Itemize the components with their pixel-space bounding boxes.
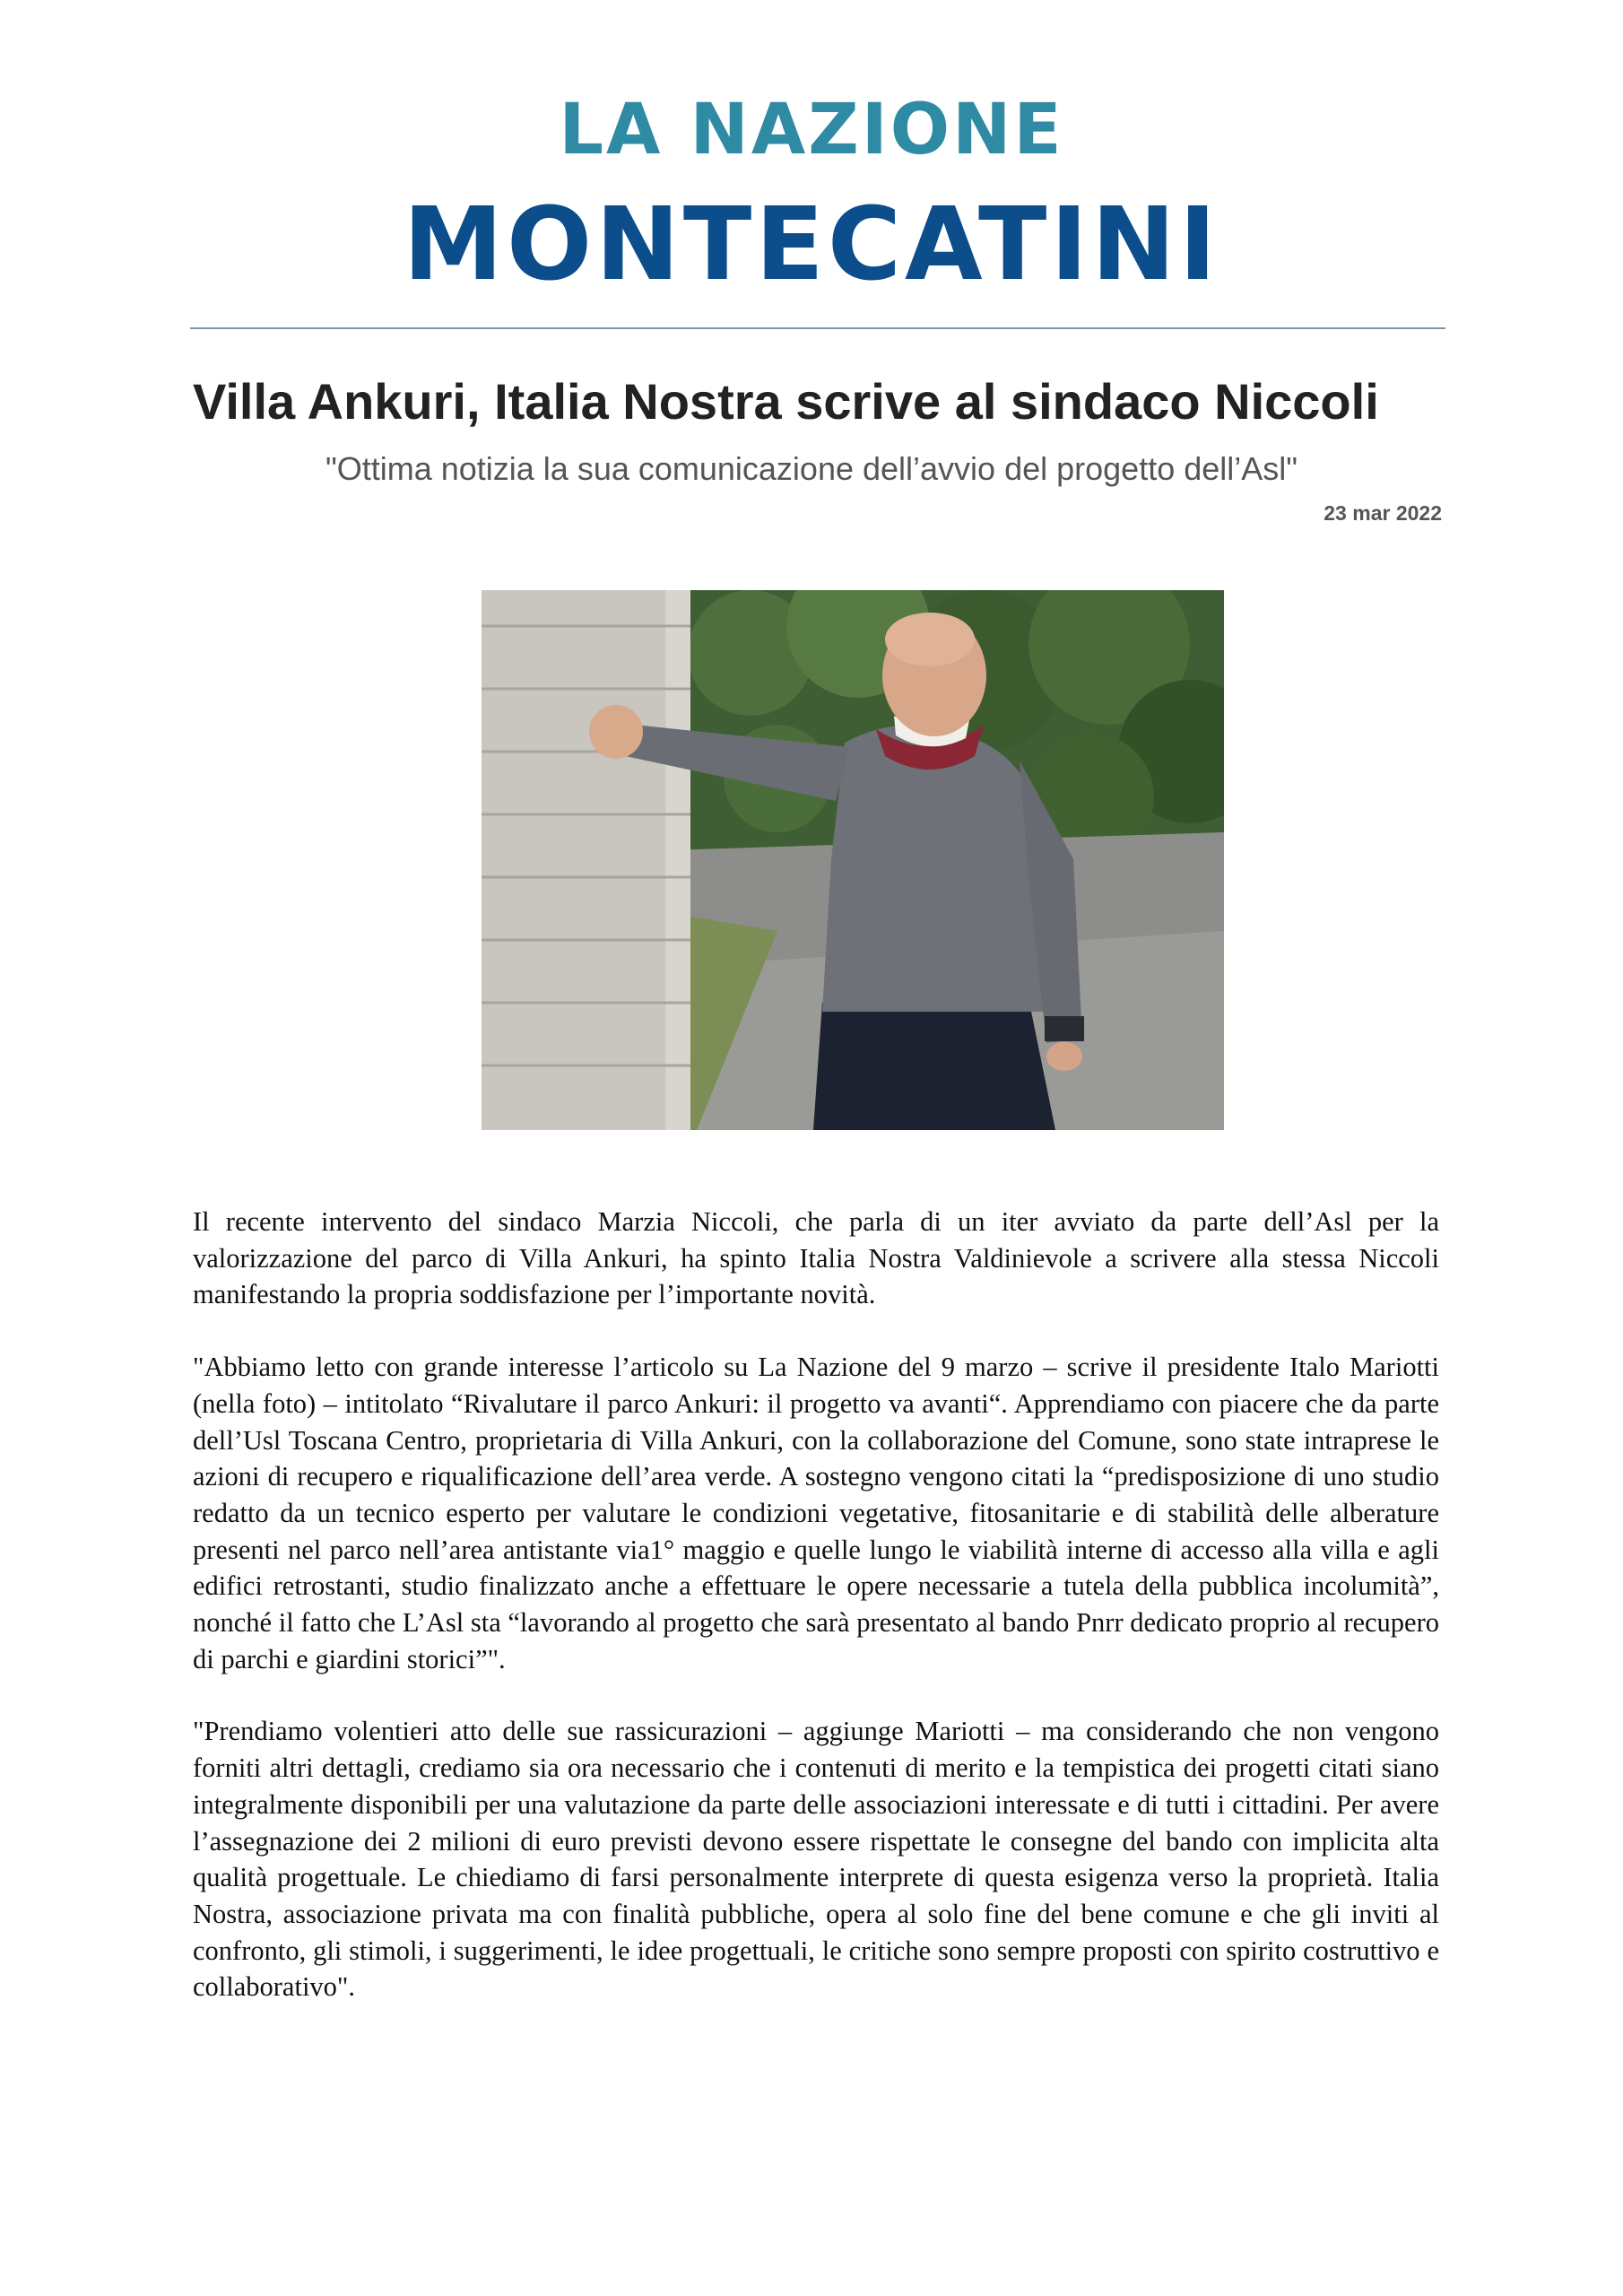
article-photo [482, 590, 1224, 1130]
article-body [193, 1204, 1439, 2041]
article-subtitle: "Ottima notizia la sua comunicazione dell’avvio del progetto dell’Asl" [325, 450, 1298, 487]
article-title: Villa Ankuri, Italia Nostra scrive al sindaco Niccoli [193, 373, 1379, 430]
masthead-divider [190, 327, 1445, 329]
newspaper-name: LA NAZIONE [559, 90, 1064, 170]
edition-city: MONTECATINI [403, 187, 1220, 303]
masthead [0, 85, 1623, 308]
article-paragraph: Il recente intervento del sindaco Marzia Niccoli, che parla di un iter avviato da parte dell’Asl per la valorizzazione del parco di Villa Ankuri, ha spinto Italia Nostra Valdinievole a scrivere alla stessa Niccoli manifestando la propria soddisfazione per l’importante novità. [193, 1206, 1439, 1310]
article-paragraph: "Abbiamo letto con grande interesse l’articolo su La Nazione del 9 marzo – scrive il presidente Italo Mariotti (nella foto) – intitolato “Rivalutare il parco Ankuri: il progetto va avanti“. Apprendiamo con piacere che da parte dell’Usl Toscana Centro, proprietaria di Villa Ankuri, con la collaborazione del Comune, sono state intraprese le azioni di recupero e riqualificazione dell’area verde. A sostegno vengono citati la “predisposizione di uno studio redatto da un tecnico esperto per valutare le condizioni vegetative, fitosanitarie e di stabilità delle alberature presenti nel parco nell’area antistante via1° maggio e quelle lungo le viabilità interne di accesso alla villa e agli edifici retrostanti, studio finalizzato anche a effettuare le opere necessarie a tutela della pubblica incolumità”, nonché il fatto che L’Asl sta “lavorando al progetto che sarà presentato al bando Pnrr dedicato proprio al recupero di parchi e giardini storici”". [193, 1352, 1439, 1674]
article-paragraph: "Prendiamo volentieri atto delle sue rassicurazioni – aggiunge Mariotti – ma considerando che non vengono forniti altri dettagli, crediamo sia ora necessario che i contenuti di merito e la tempistica dei progetti citati siano integralmente disponibili per una valutazione da parte delle associazioni interessate e di tutti i cittadini. Per avere l’assegnazione dei 2 milioni di euro previsti devono essere rispettate le consegne del bando con implicita alta qualità progettuale. Le chiediamo di farsi personalmente interprete di questa esigenza verso la proprietà. Italia Nostra, associazione privata ma con finalità pubbliche, opera al solo fine del bene comune e che gli inviti al confronto, gli stimoli, i suggerimenti, le idee progettuali, le critiche sono sempre proposti con spirito costruttivo e collaborativo". [193, 1716, 1439, 2003]
article-date: 23 mar 2022 [1324, 501, 1442, 525]
